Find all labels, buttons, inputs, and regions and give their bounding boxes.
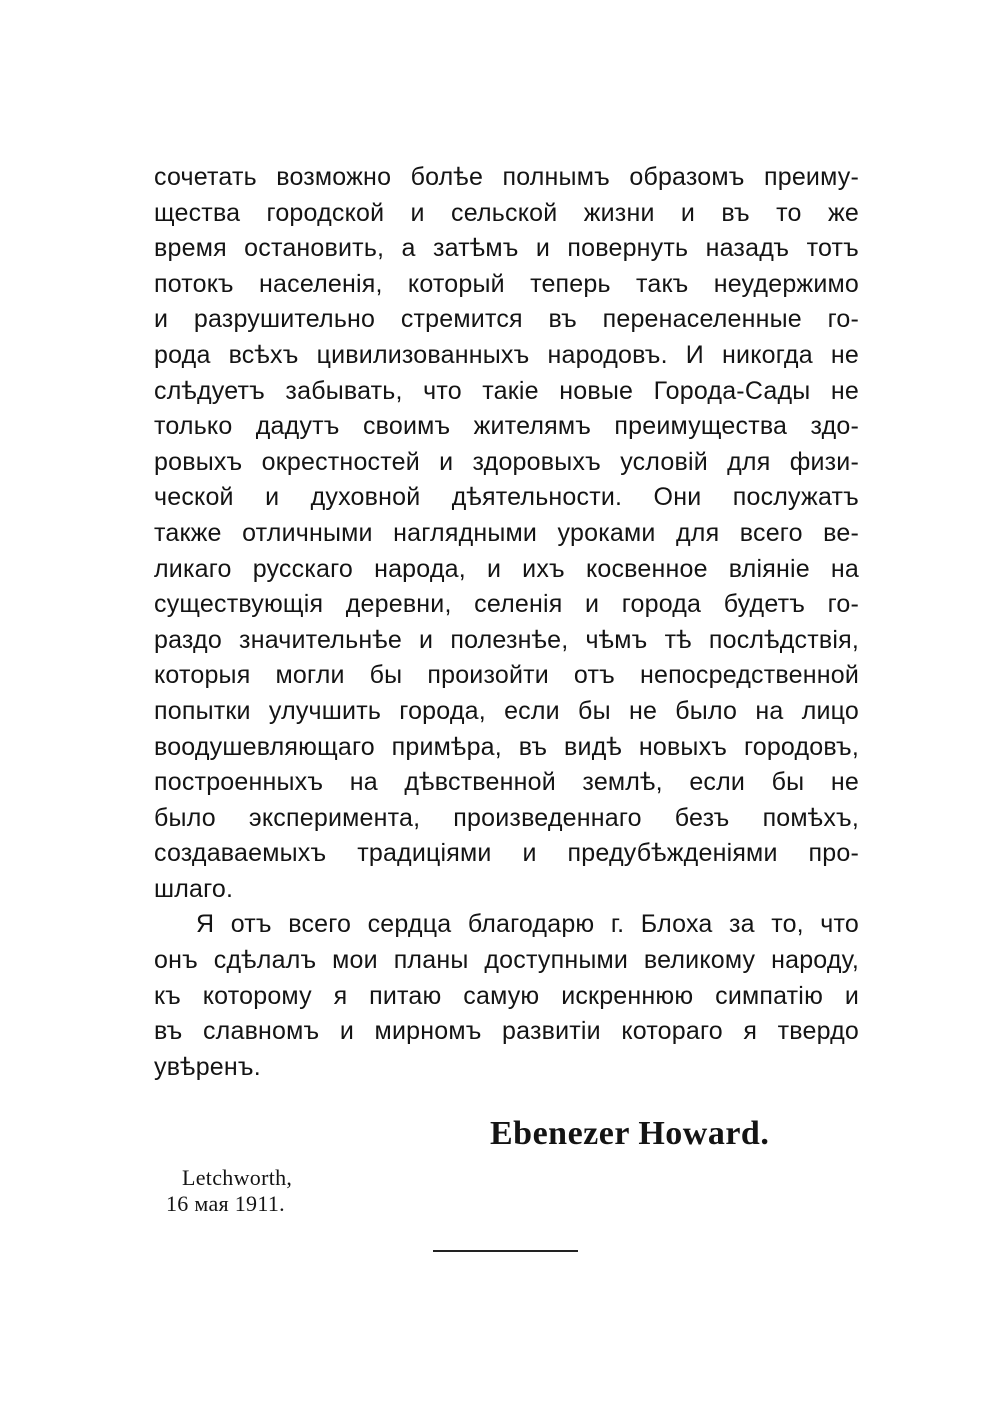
text-line: потокъ населенія, который теперь такъ неудержимо [154,269,859,298]
text-line: въ славномъ и мирномъ развитіи котораго я твердо [154,1017,859,1046]
text-line: слѣдуетъ забывать, что такіе новые Города-Сады не [154,376,859,405]
text-line: воодушевляющаго примѣра, въ видѣ новыхъ городовъ, [154,732,859,761]
place-date-block [166,1165,336,1217]
text-line: построенныхъ на дѣвственной землѣ, если бы не [154,768,859,797]
text-line: ровыхъ окрестностей и здоровыхъ условій для физи- [154,447,859,476]
place-name: Letchworth, [182,1165,293,1190]
text-line: ликаго русскаго народа, и ихъ косвенное вліяніе на [154,554,859,583]
author-signature: Ebenezer Howard. [490,1115,770,1152]
text-line: только дадутъ своимъ жителямъ преимущества здо- [154,412,859,441]
text-line: Я отъ всего сердца благодарю г. Блоха за то, что [196,910,859,939]
text-line: увѣренъ. [154,1052,261,1081]
end-rule-divider [433,1250,578,1252]
body-text [154,160,859,1085]
text-line: ческой и духовной дѣятельности. Они послужатъ [154,483,859,512]
text-line: существующія деревни, селенія и города будетъ го- [154,590,859,619]
text-line: также отличными наглядными уроками для всего ве- [154,518,859,547]
text-line: къ которому я питаю самую искреннюю симпатію и [154,981,859,1010]
date-line: 16 мая 1911. [166,1191,285,1216]
text-line: сочетать возможно болѣе полнымъ образомъ преиму- [154,163,859,191]
text-line: щества городской и сельской жизни и въ то же [154,198,859,227]
text-line: было эксперимента, произведеннаго безъ помѣхъ, [154,803,859,832]
text-line: время остановить, а затѣмъ и повернуть назадъ тотъ [154,234,859,263]
text-line: попытки улучшить города, если бы не было на лицо [154,696,859,725]
text-line: шлаго. [154,874,234,903]
text-line: онъ сдѣлалъ мои планы доступными великому народу, [154,946,859,975]
text-line: и разрушительно стремится въ перенаселенные го- [154,305,859,334]
text-line: создаваемыхъ традиціями и предубѣжденіями про- [154,839,859,868]
text-line: которыя могли бы произойти отъ непосредственной [154,661,859,690]
text-line: раздо значительнѣе и полезнѣе, чѣмъ тѣ послѣдствія, [154,625,859,654]
text-line: рода всѣхъ цивилизованныхъ народовъ. И никогда не [154,340,859,369]
